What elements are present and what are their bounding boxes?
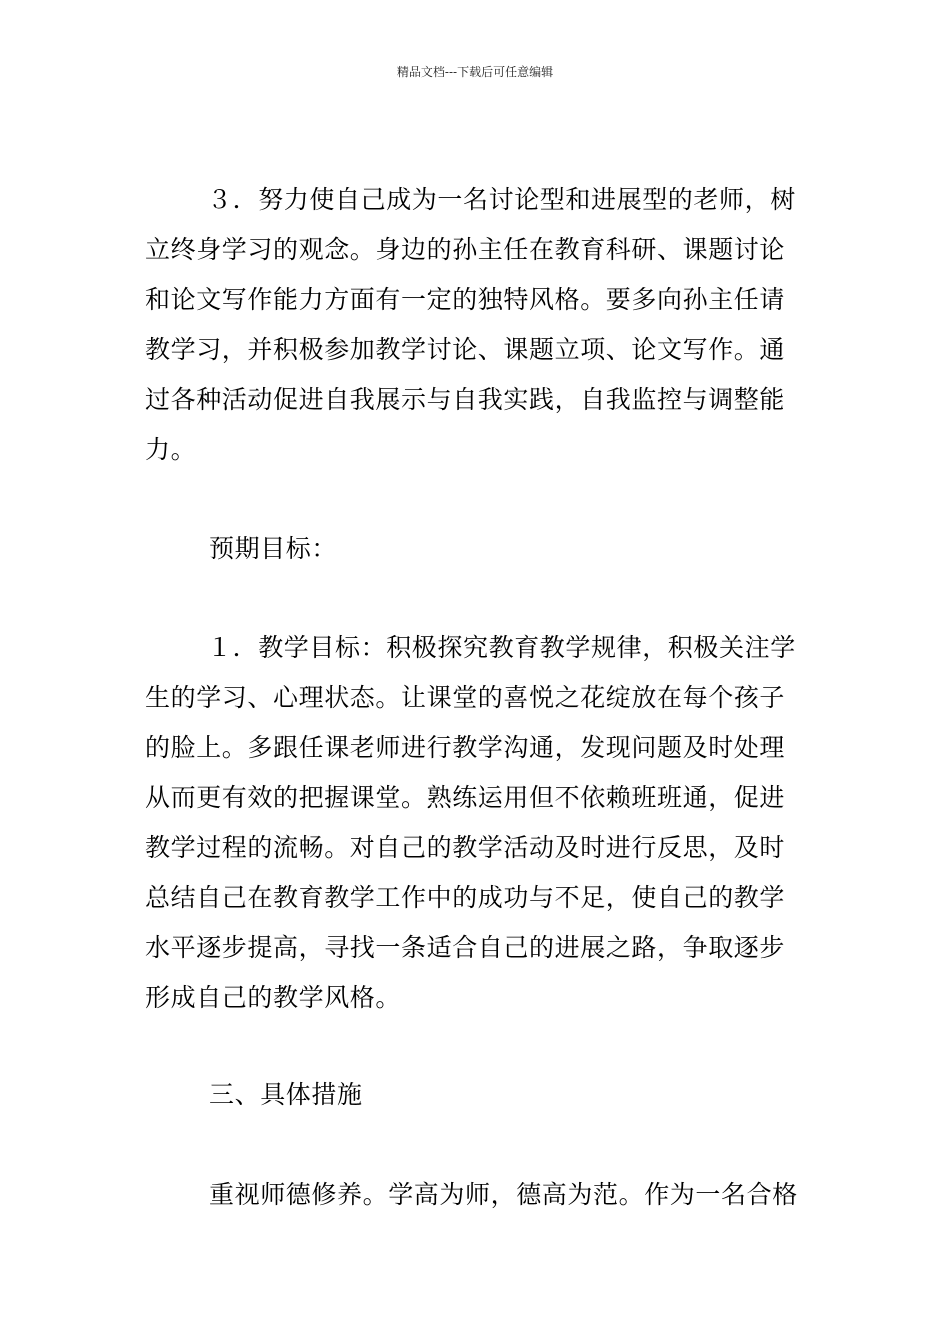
heading-text: 预期目标： <box>209 534 338 563</box>
text-line: 力。 <box>145 435 197 464</box>
text-line: 立终身学习的观念。身边的孙主任在教育科研、课题讨论 <box>145 235 786 264</box>
heading-text: 三、具体措施 <box>209 1080 363 1109</box>
text-line: 总结自己在教育教学工作中的成功与不足，使自己的教学 <box>145 883 786 912</box>
heading-expected-goals <box>145 524 337 574</box>
paragraph-ethics <box>145 1170 798 1220</box>
text-line: 教学过程的流畅。对自己的教学活动及时进行反思，及时 <box>145 833 786 862</box>
text-line: 教学习，并积极参加教学讨论、课题立项、论文写作。通 <box>145 335 786 364</box>
text-line: 和论文写作能力方面有一定的独特风格。要多向孙主任请 <box>145 285 786 314</box>
text-line: ３．努力使自己成为一名讨论型和进展型的老师，树 <box>207 185 796 214</box>
paragraph-goal-3 <box>145 175 796 475</box>
text-line: １．教学目标：积极探究教育教学规律，积极关注学 <box>207 633 796 662</box>
text-line: 水平逐步提高，寻找一条适合自己的进展之路，争取逐步 <box>145 933 786 962</box>
text-line: 生的学习、心理状态。让课堂的喜悦之花绽放在每个孩子 <box>145 683 786 712</box>
text-line: 从而更有效的把握课堂。熟练运用但不依赖班班通，促进 <box>145 783 786 812</box>
text-line: 形成自己的教学风格。 <box>145 983 402 1012</box>
heading-specific-measures <box>145 1070 363 1120</box>
text-line: 的脸上。多跟任课老师进行教学沟通，发现问题及时处理 <box>145 733 786 762</box>
text-line: 过各种活动促进自我展示与自我实践，自我监控与调整能 <box>145 385 786 414</box>
text-line: 重视师德修养。学高为师，德高为范。作为一名合格 <box>209 1180 798 1209</box>
paragraph-teaching-goal <box>145 623 796 1023</box>
page-header: 精品文档---下载后可任意编辑 <box>396 65 554 79</box>
